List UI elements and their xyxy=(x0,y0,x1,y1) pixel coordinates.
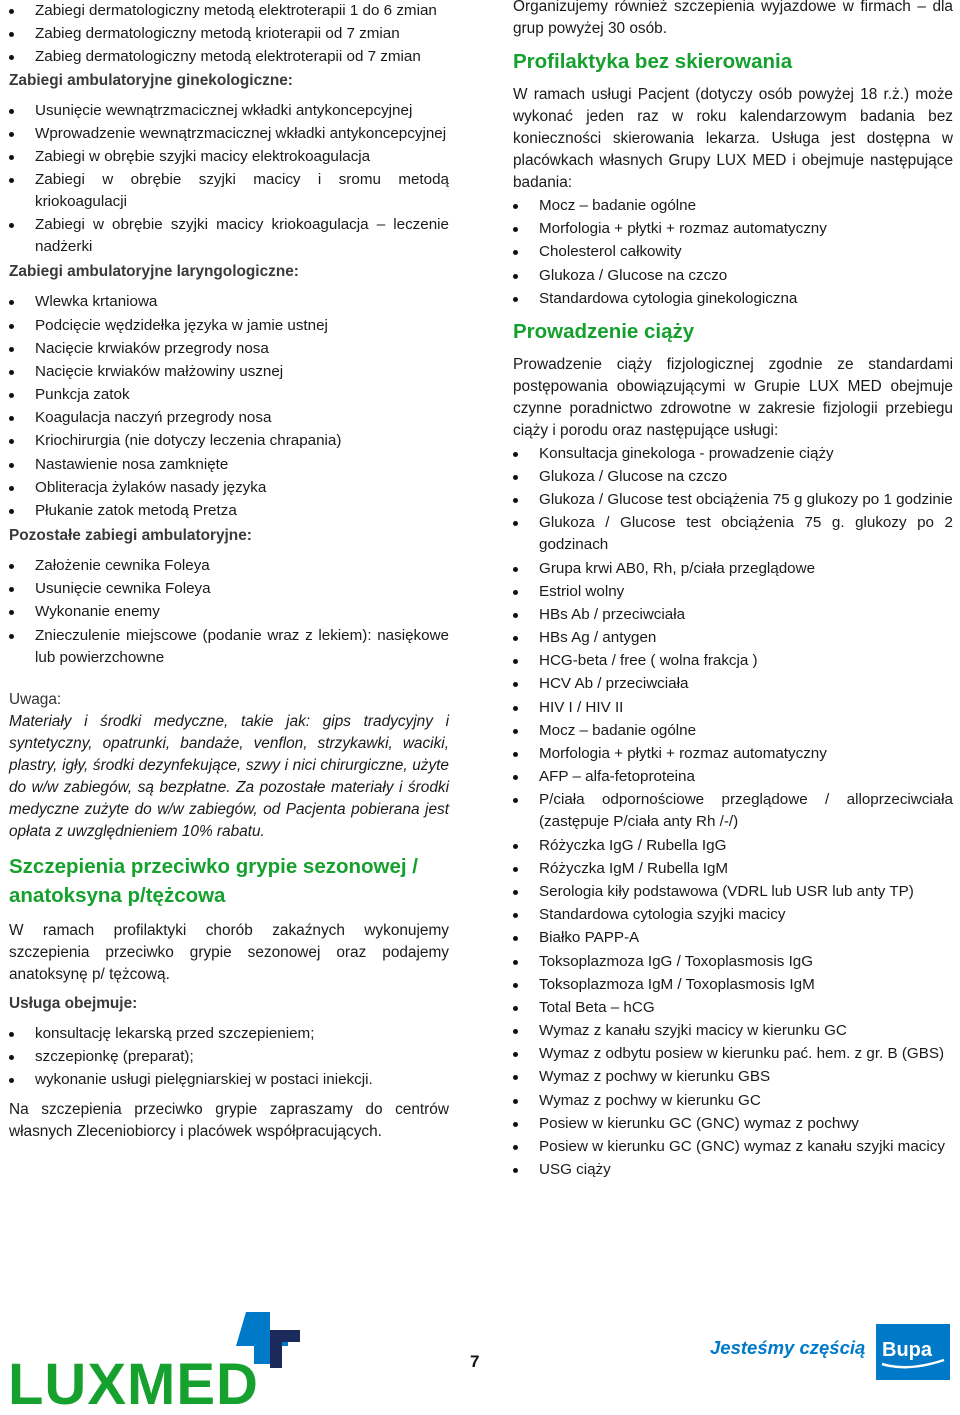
list-item: Usunięcie wewnątrzmacicznej wkładki antykoncepcyjnej xyxy=(9,100,449,122)
lar-heading: Zabiegi ambulatoryjne laryngologiczne: xyxy=(9,263,299,281)
list-item: Wykonanie enemy xyxy=(9,601,449,623)
list-item: Wymaz z pochwy w kierunku GC xyxy=(513,1090,953,1112)
left-column xyxy=(9,0,449,1143)
list-item: Wlewka krtaniowa xyxy=(9,291,449,313)
svg-text:LUXMED: LUXMED xyxy=(8,1352,259,1410)
list-item: Serologia kiły podstawowa (VDRL lub USR lub anty TP) xyxy=(513,881,953,903)
list-item: Standardowa cytologia szyjki macicy xyxy=(513,904,953,926)
list-item: Kriochirurgia (nie dotyczy leczenia chrapania) xyxy=(9,430,449,452)
prof-heading: Profilaktyka bez skierowania xyxy=(513,50,793,73)
list-item: Morfologia + płytki + rozmaz automatyczny xyxy=(513,743,953,765)
list-item: szczepionkę (preparat); xyxy=(9,1046,449,1068)
list-item: Zabiegi w obrębie szyjki macicy i sromu metodą kriokoagulacji xyxy=(9,169,449,213)
flu-closing: Na szczepienia przeciwko grypie zapraszamy do centrów własnych Zleceniobiorcy i placówek współpracujących. xyxy=(9,1100,449,1140)
list-item: Usunięcie cewnika Foleya xyxy=(9,578,449,600)
note-text: Materiały i środki medyczne, takie jak: gips tradycyjny i syntetyczny, opatrunki, bandaże, venflon, strzykawki, waciki, plastry, igły, środki dezynfekujące, szwy i nici chirurgiczne, użyte do w/w zabiegów, są bezpłatne. Za pozostałe materiały i środki medyczne zużyte do w/w zabiegów, od Pacjenta pobierana jest opłata z uwzględnieniem 10% rabatu. xyxy=(9,712,449,840)
list-item: Podcięcie wędzidełka języka w jamie ustnej xyxy=(9,315,449,337)
list-item: HCV Ab / przeciwciała xyxy=(513,673,953,695)
list-item: Wymaz z odbytu posiew w kierunku pać. hem. z gr. B (GBS) xyxy=(513,1043,953,1065)
flu-list xyxy=(9,1023,449,1091)
note-label: Uwaga: xyxy=(9,690,62,708)
svg-text:Jesteśmy częścią: Jesteśmy częścią xyxy=(710,1337,866,1358)
other-list xyxy=(9,555,449,669)
list-item: Zabiegi dermatologiczny metodą elektroterapii 1 do 6 zmian xyxy=(9,0,449,22)
list-item: Płukanie zatok metodą Pretza xyxy=(9,500,449,522)
list-item: konsultację lekarską przed szczepieniem; xyxy=(9,1023,449,1045)
list-item: HCG-beta / free ( wolna frakcja ) xyxy=(513,650,953,672)
flu-service-heading: Usługa obejmuje: xyxy=(9,994,138,1012)
list-item: Glukoza / Glucose test obciążenia 75 g. glukozy po 2 godzinach xyxy=(513,512,953,556)
flu-paragraph: W ramach profilaktyki chorób zakaźnych wykonujemy szczepienia przeciwko grypie sezonowej oraz podajemy anatoksynę p/ tężcową. xyxy=(9,921,449,983)
list-item: Total Beta – hCG xyxy=(513,997,953,1019)
list-item: Zabieg dermatologiczny metodą elektroterapii od 7 zmian xyxy=(9,46,449,68)
page-number: 7 xyxy=(470,1352,480,1371)
list-item: Nacięcie krwiaków małżowiny usznej xyxy=(9,361,449,383)
list-item: Mocz – badanie ogólne xyxy=(513,720,953,742)
list-item: Zabiegi w obrębie szyjki macicy kriokoagulacja – leczenie nadżerki xyxy=(9,214,449,258)
list-item: HBs Ag / antygen xyxy=(513,627,953,649)
intro-paragraph: Organizujemy również szczepienia wyjazdowe w firmach – dla grup powyżej 30 osób. xyxy=(513,0,953,37)
preg-heading: Prowadzenie ciąży xyxy=(513,319,695,343)
list-item: Cholesterol całkowity xyxy=(513,241,953,263)
list-item: Grupa krwi AB0, Rh, p/ciała przeglądowe xyxy=(513,558,953,580)
list-item: Wprowadzenie wewnątrzmacicznej wkładki antykoncepcyjnej xyxy=(9,123,449,145)
luxmed-logo xyxy=(8,1306,308,1415)
list-item: Konsultacja ginekologa - prowadzenie ciąży xyxy=(513,443,953,465)
list-item: Nacięcie krwiaków przegrody nosa xyxy=(9,338,449,360)
list-item: Toksoplazmoza IgM / Toxoplasmosis IgM xyxy=(513,974,953,996)
list-item: Glukoza / Glucose test obciążenia 75 g glukozy po 1 godzinie xyxy=(513,489,953,511)
list-item: Morfologia + płytki + rozmaz automatyczny xyxy=(513,218,953,240)
list-item: HIV I / HIV II xyxy=(513,697,953,719)
list-item: Glukoza / Glucose na czczo xyxy=(513,466,953,488)
preg-list xyxy=(513,443,953,1181)
list-item: Założenie cewnika Foleya xyxy=(9,555,449,577)
list-item: HBs Ab / przeciwciała xyxy=(513,604,953,626)
list-item: wykonanie usługi pielęgniarskiej w postaci iniekcji. xyxy=(9,1069,449,1091)
list-item: Wymaz z kanału szyjki macicy w kierunku GC xyxy=(513,1020,953,1042)
other-heading: Pozostałe zabiegi ambulatoryjne: xyxy=(9,527,252,544)
preg-paragraph: Prowadzenie ciąży fizjologicznej zgodnie ze standardami postępowania obowiązującymi w Grupie LUX MED obejmuje czynne poradnictwo zdrowotne w zakresie fizjologii przebiegu ciąży i porodu oraz następujące usługi: xyxy=(513,355,953,439)
flu-heading: Szczepienia przeciwko grypie sezonowej / anatoksyna p/tężcowa xyxy=(9,854,418,907)
list-item: Różyczka IgG / Rubella IgG xyxy=(513,835,953,857)
right-column xyxy=(513,0,953,1182)
list-item: Zabiegi w obrębie szyjki macicy elektrokoagulacja xyxy=(9,146,449,168)
list-item: Białko PAPP-A xyxy=(513,927,953,949)
list-item: Znieczulenie miejscowe (podanie wraz z lekiem): nasiękowe lub powierzchowne xyxy=(9,625,449,669)
list-item: Glukoza / Glucose na czczo xyxy=(513,265,953,287)
top-list xyxy=(9,0,449,68)
prof-list xyxy=(513,195,953,310)
gyn-heading: Zabiegi ambulatoryjne ginekologiczne: xyxy=(9,71,293,89)
bupa-tagline xyxy=(708,1308,952,1387)
gyn-list xyxy=(9,100,449,259)
lar-list xyxy=(9,291,449,522)
list-item: Standardowa cytologia ginekologiczna xyxy=(513,288,953,310)
list-item: Posiew w kierunku GC (GNC) wymaz z pochwy xyxy=(513,1113,953,1135)
list-item: Toksoplazmoza IgG / Toxoplasmosis IgG xyxy=(513,951,953,973)
svg-text:Bupa: Bupa xyxy=(882,1339,932,1361)
list-item: Posiew w kierunku GC (GNC) wymaz z kanału szyjki macicy xyxy=(513,1136,953,1158)
list-item: Wymaz z pochwy w kierunku GBS xyxy=(513,1066,953,1088)
list-item: AFP – alfa-fetoproteina xyxy=(513,766,953,788)
list-item: Zabieg dermatologiczny metodą krioterapii od 7 zmian xyxy=(9,23,449,45)
list-item: Punkcja zatok xyxy=(9,384,449,406)
list-item: Mocz – badanie ogólne xyxy=(513,195,953,217)
list-item: Koagulacja naczyń przegrody nosa xyxy=(9,407,449,429)
list-item: Estriol wolny xyxy=(513,581,953,603)
list-item: USG ciąży xyxy=(513,1159,953,1181)
prof-paragraph: W ramach usługi Pacjent (dotyczy osób powyżej 18 r.ż.) może wykonać jeden raz w roku kalendarzowym badania bez konieczności skierowania lekarza. Usługa jest dostępna w placówkach własnych Grupy LUX MED i obejmuje następujące badania: xyxy=(513,86,953,191)
list-item: P/ciała odpornościowe przeglądowe / alloprzeciwciała (zastępuje P/ciała anty Rh /-/) xyxy=(513,789,953,833)
list-item: Obliteracja żylaków nasady języka xyxy=(9,477,449,499)
list-item: Nastawienie nosa zamknięte xyxy=(9,454,449,476)
list-item: Różyczka IgM / Rubella IgM xyxy=(513,858,953,880)
